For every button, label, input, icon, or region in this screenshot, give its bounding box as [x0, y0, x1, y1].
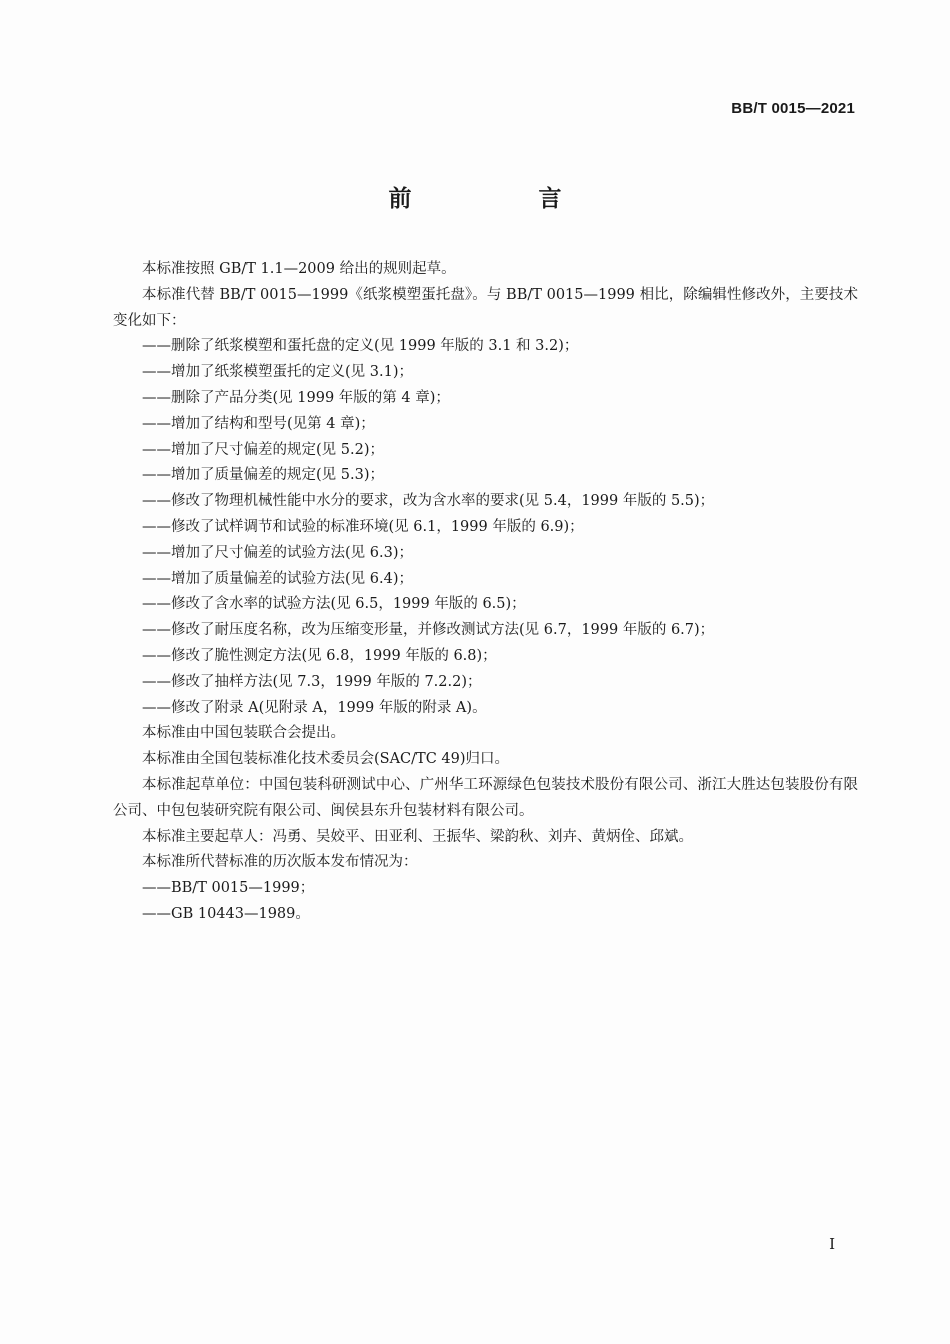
change-item: ——增加了尺寸偏差的试验方法(见 6.3)；	[142, 544, 413, 561]
previous-version-item: ——BB/T 0015—1999；	[142, 880, 315, 897]
paragraph-drafters: 本标准主要起草人：冯勇、吴姣平、田亚利、王振华、梁韵秋、刘卉、黄炳佺、邱斌。	[142, 828, 693, 845]
change-item: ——修改了耐压度名称，改为压缩变形量，并修改测试方法(见 6.7，1999 年版的 6.7)；	[142, 622, 715, 639]
change-item: ——增加了纸浆模塑蛋托的定义(见 3.1)；	[142, 364, 413, 381]
page-title: 前 言	[388, 186, 614, 212]
change-item: ——修改了试样调节和试验的标准环境(见 6.1，1999 年版的 6.9)；	[142, 518, 584, 535]
previous-version-item: ——GB 10443—1989。	[142, 905, 310, 922]
change-item: ——修改了物理机械性能中水分的要求，改为含水率的要求(见 5.4，1999 年版的 5.5)；	[142, 493, 715, 510]
change-item: ——修改了抽样方法(见 7.3，1999 年版的 7.2.2)；	[142, 673, 482, 690]
standard-code: BB/T 0015—2021	[731, 100, 855, 117]
page-number: I	[829, 1235, 835, 1253]
change-item: ——增加了质量偏差的试验方法(见 6.4)；	[142, 570, 413, 587]
foreword-body	[113, 257, 858, 928]
change-item: ——修改了附录 A(见附录 A，1999 年版的附录 A)。	[142, 699, 487, 716]
change-item: ——修改了脆性测定方法(见 6.8，1999 年版的 6.8)；	[142, 647, 497, 664]
paragraph-drafting-rules: 本标准按照 GB/T 1.1—2009 给出的规则起草。	[142, 261, 456, 277]
change-item: ——增加了尺寸偏差的规定(见 5.2)；	[142, 441, 384, 458]
paragraph-replacement: 本标准代替 BB/T 0015—1999《纸浆模塑蛋托盘》。与 BB/T 0015—1999 相比，除编辑性修改外，主要技术变化如下：	[113, 286, 858, 329]
change-item: ——删除了纸浆模塑和蛋托盘的定义(见 1999 年版的 3.1 和 3.2)；	[142, 338, 579, 355]
change-item: ——删除了产品分类(见 1999 年版的第 4 章)；	[142, 389, 450, 406]
change-item: ——增加了结构和型号(见第 4 章)；	[142, 415, 375, 432]
change-item: ——修改了含水率的试验方法(见 6.5，1999 年版的 6.5)；	[142, 596, 526, 613]
paragraph-committee: 本标准由全国包装标准化技术委员会(SAC/TC 49)归口。	[142, 751, 510, 768]
paragraph-version-history: 本标准所代替标准的历次版本发布情况为：	[142, 854, 418, 871]
paragraph-drafting-units: 本标准起草单位：中国包装科研测试中心、广州华工环源绿色包装技术股份有限公司、浙江大胜达包装股份有限公司、中包包装研究院有限公司、闽侯县东升包装材料有限公司。	[113, 776, 858, 819]
paragraph-proposer: 本标准由中国包装联合会提出。	[142, 725, 345, 742]
change-item: ——增加了质量偏差的规定(见 5.3)；	[142, 467, 384, 484]
